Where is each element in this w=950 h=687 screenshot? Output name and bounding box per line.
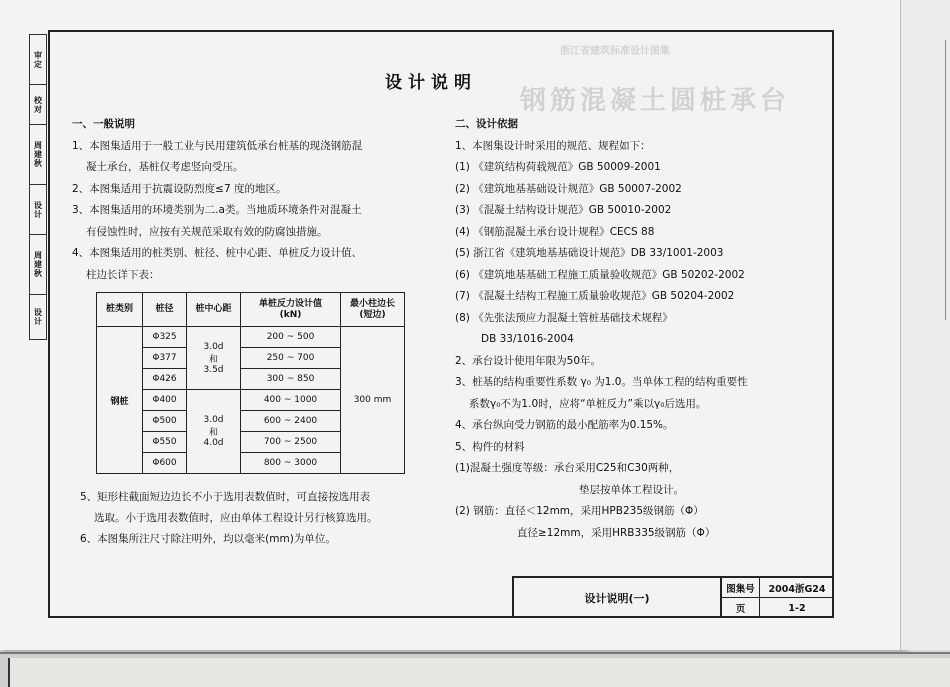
col-header: 桩径: [143, 293, 187, 327]
page-title: 设计说明: [385, 73, 477, 93]
side-cell: 设计: [33, 308, 43, 326]
table-row: [97, 327, 405, 348]
basis-line: 3、桩基的结构重要性系数 γ₀ 为1.0。当单体工程的结构重要性: [455, 376, 748, 388]
spacing-line: 和: [208, 428, 218, 438]
basis-line: (1)混凝土强度等级：承台采用C25和C30两种，: [455, 462, 680, 474]
spacing-line: 3.0d: [203, 415, 224, 425]
atlas-number-row: [722, 578, 834, 598]
design-basis: [455, 114, 825, 544]
adjacent-page-line: [945, 40, 950, 320]
spacing-cell: [187, 327, 241, 390]
spacing-line: 4.0d: [203, 438, 224, 448]
reaction-cell: 800 ~ 3000: [241, 453, 341, 474]
basis-line: (3) 《混凝土结构设计规范》GB 50010-2002: [455, 204, 672, 216]
spacing-line: 3.0d: [203, 341, 224, 352]
next-sheet-edge: [0, 652, 950, 687]
side-cell: 设计: [30, 185, 46, 235]
diameter-cell: Φ400: [143, 390, 187, 411]
page-number-value: 1-2: [788, 602, 806, 614]
side-cell: 校对: [30, 85, 46, 125]
section-heading: 一、一般说明: [72, 118, 135, 130]
approval-side-tab: [29, 34, 47, 340]
col-header: 最小柱边长 (短边): [341, 293, 405, 327]
basis-line: (1) 《建筑结构荷载规范》GB 50009-2001: [455, 161, 661, 173]
diameter-cell: Φ325: [143, 327, 187, 348]
basis-line: 直径≥12mm，采用HRB335级钢筋（Φ）: [517, 526, 716, 539]
side-cell: 周建秋: [30, 235, 46, 295]
basis-line: (2) 钢筋：直径＜12mm，采用HPB235级钢筋（Φ）: [455, 505, 704, 517]
basis-line: 4、承台纵向受力钢筋的最小配筋率为0.15%。: [455, 419, 674, 431]
reaction-cell: 600 ~ 2400: [241, 411, 341, 432]
page-number-label: 页: [722, 598, 760, 618]
basis-line: (7) 《混凝土结构工程施工质量验收规范》GB 50204-2002: [455, 290, 735, 302]
note-line: 4、本图集适用的桩类别、桩径、桩中心距、单桩反力设计值、: [72, 247, 363, 259]
pile-spec-table: [96, 292, 405, 474]
reaction-cell: 200 ~ 500: [241, 327, 341, 348]
basis-line: (5) 浙江省《建筑地基基础设计规范》DB 33/1001-2003: [455, 247, 724, 259]
basis-line: (6) 《建筑地基基础工程施工质量验收规范》GB 50202-2002: [455, 268, 745, 281]
atlas-number-value: 2004浙G24: [768, 584, 826, 595]
basis-line: (8) 《先张法预应力混凝土管桩基础技术规程》: [455, 311, 673, 324]
note-line: 3、本图集适用的环境类别为二.a类。当地质环境条件对混凝土: [72, 204, 362, 216]
title-block: [512, 576, 834, 618]
basis-line: 5、构件的材料: [455, 440, 525, 453]
basis-line: DB 33/1016-2004: [481, 333, 574, 345]
reaction-cell: 250 ~ 700: [241, 348, 341, 369]
diameter-cell: Φ426: [143, 369, 187, 390]
note-line: 选取。小于选用表数值时，应由单体工程设计另行核算选用。: [94, 512, 378, 524]
bleed-through-text: 浙江省建筑标准设计图集: [560, 46, 670, 57]
note-line: 柱边长详下表：: [86, 268, 160, 281]
note-line: 2、本图集适用于抗震设防烈度≤7 度的地区。: [72, 182, 287, 195]
spacing-cell: [187, 390, 241, 474]
col-header: 桩类别: [97, 293, 143, 327]
pile-type-cell: 钢桩: [97, 327, 143, 474]
bleed-through-title: 钢筋混凝土圆桩承台: [520, 86, 791, 116]
note-line: 5、矩形柱截面短边边长不小于选用表数值时，可直接按选用表: [80, 491, 371, 503]
adjacent-page-edge: [900, 0, 950, 650]
spacing-line: 和: [208, 354, 218, 365]
side-cell: 周建秋: [30, 125, 46, 185]
diameter-cell: Φ377: [143, 348, 187, 369]
general-notes-continued: [80, 487, 378, 550]
reaction-cell: 300 ~ 850: [241, 369, 341, 390]
note-line: 凝土承台，基桩仅考虑竖向受压。: [86, 161, 244, 173]
reaction-cell: 700 ~ 2500: [241, 432, 341, 453]
note-line: 1、本图集适用于一般工业与民用建筑低承台桩基的现浇钢筋混: [72, 139, 363, 152]
basis-line: 1、本图集设计时采用的规范、规程如下：: [455, 139, 651, 152]
basis-line: (2) 《建筑地基基础设计规范》GB 50007-2002: [455, 182, 682, 195]
drawing-name: 设计说明(一): [514, 578, 722, 618]
section-heading: 二、设计依据: [455, 118, 518, 130]
col-header: 桩中心距: [187, 293, 241, 327]
atlas-number-label: 图集号: [722, 578, 760, 598]
diameter-cell: Φ500: [143, 411, 187, 432]
basis-line: 系数γ₀不为1.0时，应将“单桩反力”乘以γ₀后选用。: [469, 397, 707, 410]
basis-line: (4) 《钢筋混凝土承台设计规程》CECS 88: [455, 225, 655, 238]
note-line: 有侵蚀性时，应按有关规范采取有效的防腐蚀措施。: [86, 225, 328, 238]
min-column-cell: 300 mm: [341, 327, 405, 474]
col-header: 单桩反力设计值 (kN): [241, 293, 341, 327]
diameter-cell: Φ550: [143, 432, 187, 453]
diameter-cell: Φ600: [143, 453, 187, 474]
page-number-row: [722, 598, 834, 618]
basis-line: 2、承台设计使用年限为50年。: [455, 354, 602, 367]
reaction-cell: 400 ~ 1000: [241, 390, 341, 411]
side-cell: 审定: [30, 35, 46, 85]
note-line: 6、本图集所注尺寸除注明外，均以毫米(mm)为单位。: [80, 533, 336, 545]
basis-line: 垫层按单体工程设计。: [579, 483, 684, 496]
table-header-row: [97, 293, 405, 327]
spacing-line: 3.5d: [203, 364, 224, 375]
next-sheet: [8, 658, 950, 687]
general-notes: [72, 114, 442, 286]
